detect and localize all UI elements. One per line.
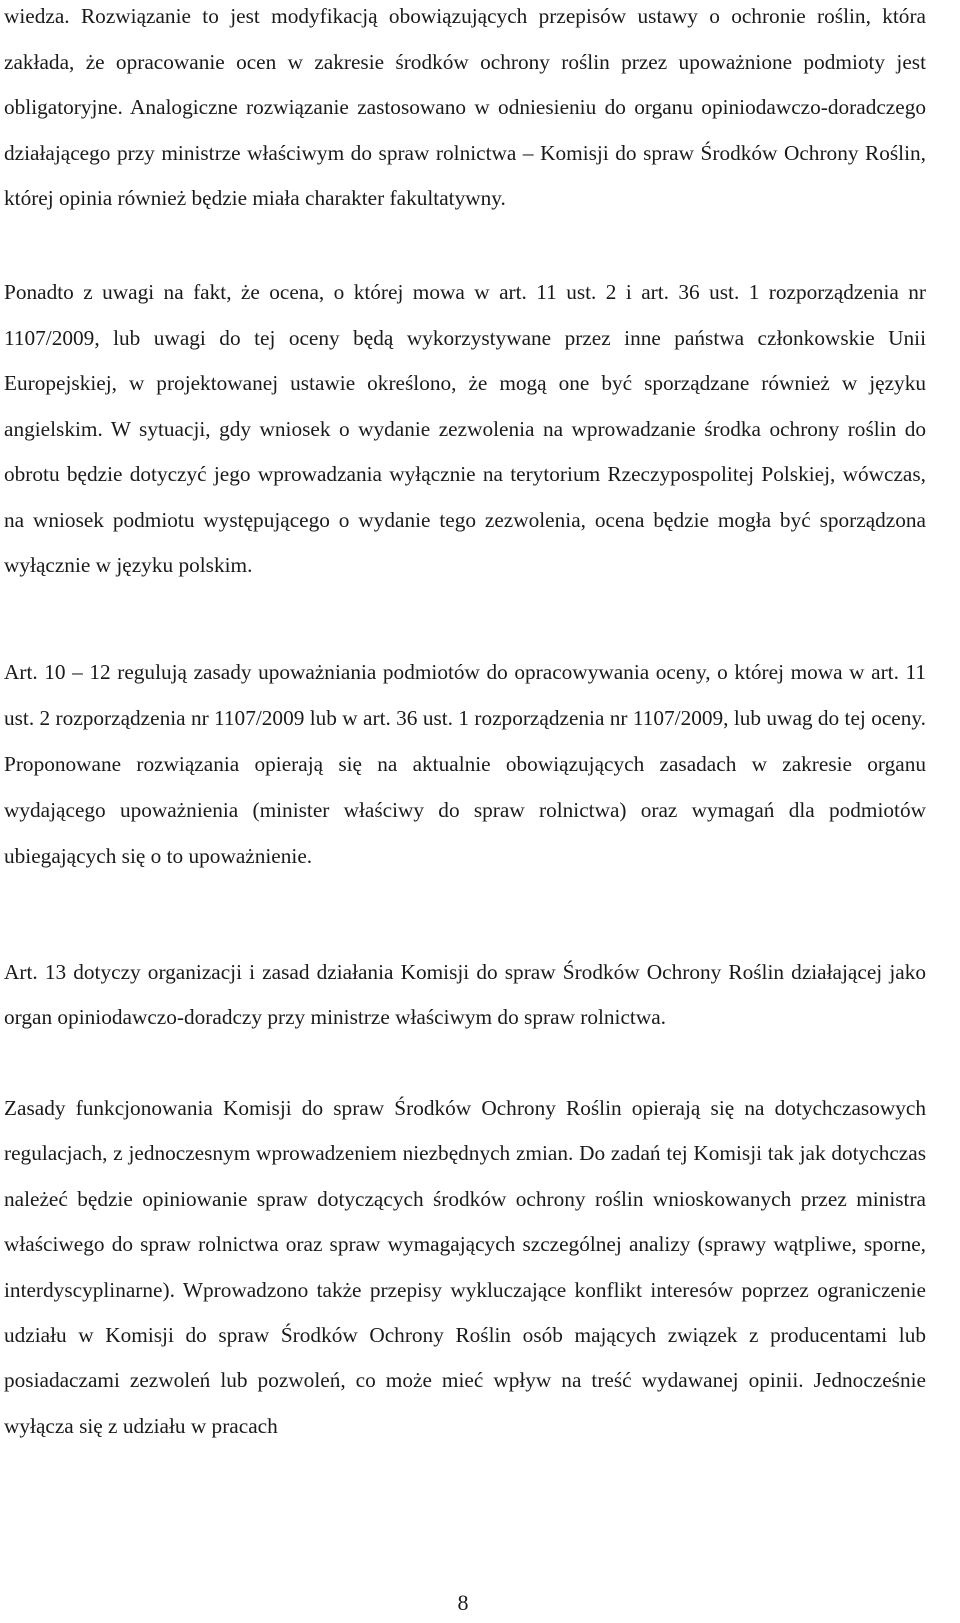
paragraph-4: Art. 13 dotyczy organizacji i zasad działania Komisji do spraw Środków Ochrony Roślin działającej jako organ opiniodawczo-doradczy przy ministrze właściwym do spraw rolnictwa. [4, 960, 926, 1029]
paragraph-1: wiedza. Rozwiązanie to jest modyfikacją obowiązujących przepisów ustawy o ochronie roślin, która zakłada, że opracowanie ocen w zakresie środków ochrony roślin przez upoważnione podmioty jest obligatoryjne. Analogiczne rozwiązanie zastosowano w odniesieniu do organu opiniodawczo-doradczego działającego przy ministrze właściwym do spraw rolnictwa – Komisji do spraw Środków Ochrony Roślin, której opinia również będzie miała charakter fakultatywny. [4, 4, 926, 210]
page-number: 8 [457, 1590, 469, 1615]
paragraph-3: Art. 10 – 12 regulują zasady upoważniania podmiotów do opracowywania oceny, o której mowa w art. 11 ust. 2 rozporządzenia nr 1107/2009 lub w art. 36 ust. 1 rozporządzenia nr 1107/2009, lub uwag do tej oceny. Proponowane rozwiązania opierają się na aktualnie obowiązujących zasadach w zakresie organu wydającego upoważnienia (minister właściwy do spraw rolnictwa) oraz wymagań dla podmiotów ubiegających się o to upoważnienie. [4, 660, 926, 868]
paragraph-2: Ponadto z uwagi na fakt, że ocena, o której mowa w art. 11 ust. 2 i art. 36 ust. 1 rozporządzenia nr 1107/2009, lub uwagi do tej oceny będą wykorzystywane przez inne państwa członkowskie Unii Europejskiej, w projektowanej ustawie określono, że mogą one być sporządzane również w języku angielskim. W sytuacji, gdy wniosek o wydanie zezwolenia na wprowadzanie środka ochrony roślin do obrotu będzie dotyczyć jego wprowadzania wyłącznie na terytorium Rzeczypospolitej Polskiej, wówczas, na wniosek podmiotu występującego o wydanie tego zezwolenia, ocena będzie mogła być sporządzona wyłącznie w języku polskim. [4, 280, 926, 577]
paragraph-5: Zasady funkcjonowania Komisji do spraw Środków Ochrony Roślin opierają się na dotychczasowych regulacjach, z jednoczesnym wprowadzeniem niezbędnych zmian. Do zadań tej Komisji tak jak dotychczas należeć będzie opiniowanie spraw dotyczących środków ochrony roślin wnioskowanych przez ministra właściwego do spraw rolnictwa oraz spraw wymagających szczególnej analizy (sprawy wątpliwe, sporne, interdyscyplinarne). Wprowadzono także przepisy wykluczające konflikt interesów poprzez ograniczenie udziału w Komisji do spraw Środków Ochrony Roślin osób mających związek z producentami lub posiadaczami zezwoleń lub pozwoleń, co może mieć wpływ na treść wydawanej opinii. Jednocześnie wyłącza się z udziału w pracach [4, 1096, 926, 1438]
